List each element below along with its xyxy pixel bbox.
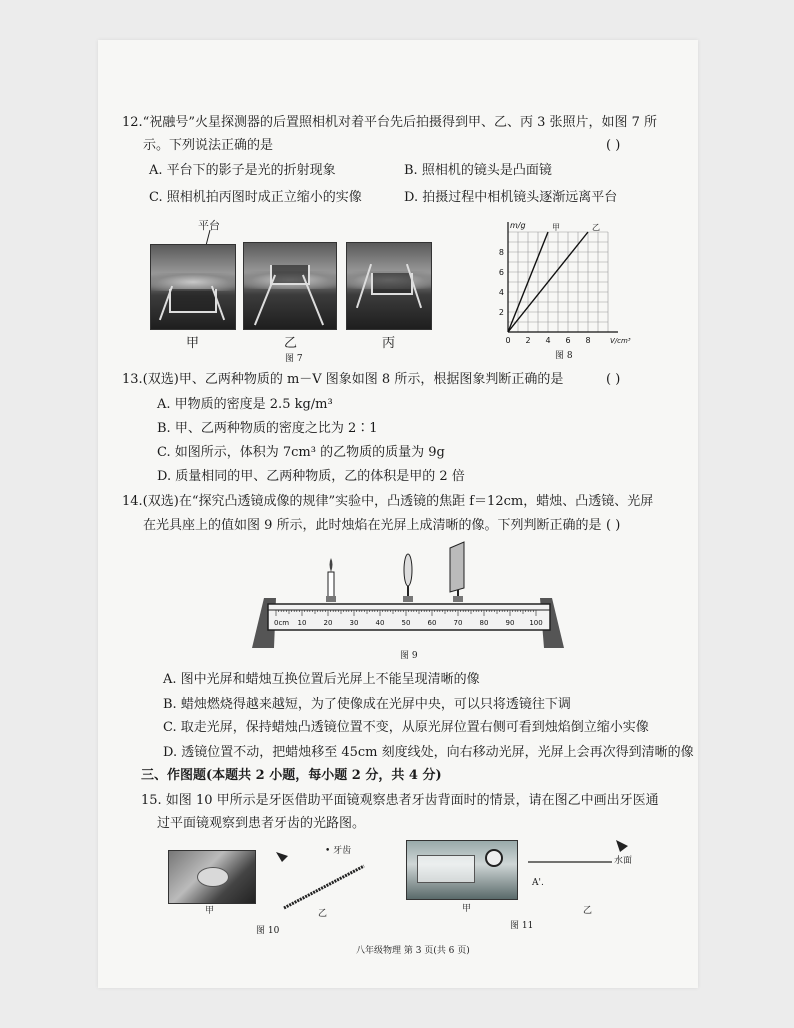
q13-option-a: A. 甲物质的密度是 2.5 kg/m³ [157, 397, 333, 412]
page-footer: 八年级物理 第 3 页(共 6 页) [356, 946, 470, 956]
q14-option-d: D. 透镜位置不动，把蜡烛移至 45cm 刻度线处，向右移动光屏，光屏上会再次得到清晰的像 [163, 745, 694, 760]
section3-title: 三、作图题(本题共 2 小题，每小题 2 分，共 4 分) [141, 768, 442, 783]
tooth-label: • 牙齿 [325, 846, 352, 856]
ruler-tick-label: 30 [349, 619, 359, 627]
fig7-caption: 图 7 [285, 354, 303, 364]
q14-option-b: B. 蜡烛燃烧得越来越短，为了使像成在光屏中央，可以只将透镜往下调 [163, 697, 571, 712]
q12-option-a: A. 平台下的影子是光的折射现象 [149, 163, 336, 178]
fig10-label-yi: 乙 [318, 909, 328, 919]
eye-icon [616, 840, 628, 852]
ruler-tick-label: 90 [505, 619, 515, 627]
fig8-series-label: 乙 [592, 223, 600, 232]
fig10-caption: 图 10 [256, 926, 280, 936]
fig8-x-axis-label: V/cm³ [610, 337, 631, 345]
fig8-series-label: 甲 [552, 223, 560, 232]
ruler-tick-label: 80 [479, 619, 489, 627]
fig9-caption: 图 9 [400, 651, 418, 661]
mirror [284, 866, 364, 908]
convex-lens [403, 554, 413, 602]
photo-label-yi: 乙 [284, 336, 298, 351]
ruler-tick-label: 10 [297, 619, 307, 627]
fig8-x-tick-label: 6 [565, 336, 571, 345]
ruler-tick-label: 70 [453, 619, 463, 627]
fig8-y-axis-label: m/g [510, 221, 526, 230]
photo-label-bing: 丙 [382, 336, 396, 351]
q15-stem-line1: 15. 如图 10 甲所示是牙医借助平面镜观察患者牙齿背面时的情景，请在图乙中画出牙医通 [141, 793, 659, 808]
fig8-x-tick-label: 0 [505, 336, 511, 345]
ruler-tick-label: 50 [401, 619, 411, 627]
photo-bing [346, 242, 432, 330]
q12-option-c: C. 照相机拍丙图时成正立缩小的实像 [149, 190, 362, 205]
ruler-tick-label: 100 [529, 619, 543, 627]
ruler-tick-label: 20 [323, 619, 333, 627]
fig10-mirror-diagram [268, 844, 378, 914]
fig8-y-tick-label: 8 [498, 248, 504, 257]
fig8-grid [508, 232, 608, 332]
q14-stem-line2: 在光具座上的值如图 9 所示，此时烛焰在光屏上成清晰的像。下列判断正确的是 [143, 518, 602, 533]
q12-answer-paren: ( ) [606, 138, 621, 153]
q14-option-a: A. 图中光屏和蜡烛互换位置后光屏上不能呈现清晰的像 [163, 672, 480, 687]
fig8-y-tick-label: 6 [498, 268, 504, 277]
fig10-photo-jia [168, 850, 256, 904]
q13-stem: 13.(双选)甲、乙两种物质的 m－V 图象如图 8 所示，根据图象判断正确的是 [122, 372, 564, 387]
q15-stem-line2: 过平面镜观察到患者牙齿的光路图。 [157, 816, 366, 831]
ruler-tick-label: 60 [427, 619, 437, 627]
q13-option-c: C. 如图所示，体积为 7cm³ 的乙物质的质量为 9g [157, 445, 445, 460]
q14-option-c: C. 取走光屏，保持蜡烛凸透镜位置不变，从原光屏位置右侧可看到烛焰倒立缩小实像 [163, 720, 649, 735]
photo-label-jia: 甲 [186, 336, 200, 351]
fig11-caption: 图 11 [510, 921, 534, 931]
photo-jia [150, 244, 236, 330]
fig8-x-tick-label: 8 [585, 336, 591, 345]
fig11-label-yi: 乙 [583, 906, 593, 916]
eye-icon [276, 852, 288, 862]
q12-option-b: B. 照相机的镜头是凸面镜 [404, 163, 552, 178]
q12-stem-line1: 12.“祝融号”火星探测器的后置照相机对着平台先后拍摄得到甲、乙、丙 3 张照片，如图 7 所 [122, 115, 658, 130]
fig8-x-tick-label: 2 [525, 336, 531, 345]
fig8-y-tick-label: 4 [498, 288, 504, 297]
q14-answer-paren: ( ) [606, 518, 621, 533]
image-point-label: A'. [532, 878, 544, 888]
ruler-unit-label: 0cm [274, 619, 290, 627]
fig8-chart [488, 210, 636, 350]
ruler-tick-label: 40 [375, 619, 385, 627]
light-screen [450, 542, 464, 602]
q12-option-d: D. 拍摄过程中相机镜头逐渐远离平台 [404, 190, 618, 205]
q13-option-b: B. 甲、乙两种物质的密度之比为 2∶1 [157, 421, 378, 436]
fig11-label-jia: 甲 [462, 904, 472, 914]
photo-yi [243, 242, 337, 330]
q12-stem-line2: 示。下列说法正确的是 [143, 138, 274, 153]
platform-label: 平台 [198, 219, 220, 232]
fig9-optical-bench [246, 536, 570, 648]
fig10-label-jia: 甲 [205, 906, 215, 916]
water-surface-label: 水面 [614, 856, 633, 866]
fig8-x-tick-label: 4 [545, 336, 551, 345]
q13-option-d: D. 质量相同的甲、乙两种物质，乙的体积是甲的 2 倍 [157, 469, 465, 484]
candle [326, 558, 336, 602]
q13-answer-paren: ( ) [606, 372, 621, 387]
q14-stem-line1: 14.(双选)在“探究凸透镜成像的规律”实验中，凸透镜的焦距 f＝12cm，蜡烛、凸透镜、光屏 [122, 494, 654, 509]
fig8-y-tick-label: 2 [498, 308, 504, 317]
fig8-caption: 图 8 [555, 351, 573, 361]
fig11-photo-jia [406, 840, 518, 900]
